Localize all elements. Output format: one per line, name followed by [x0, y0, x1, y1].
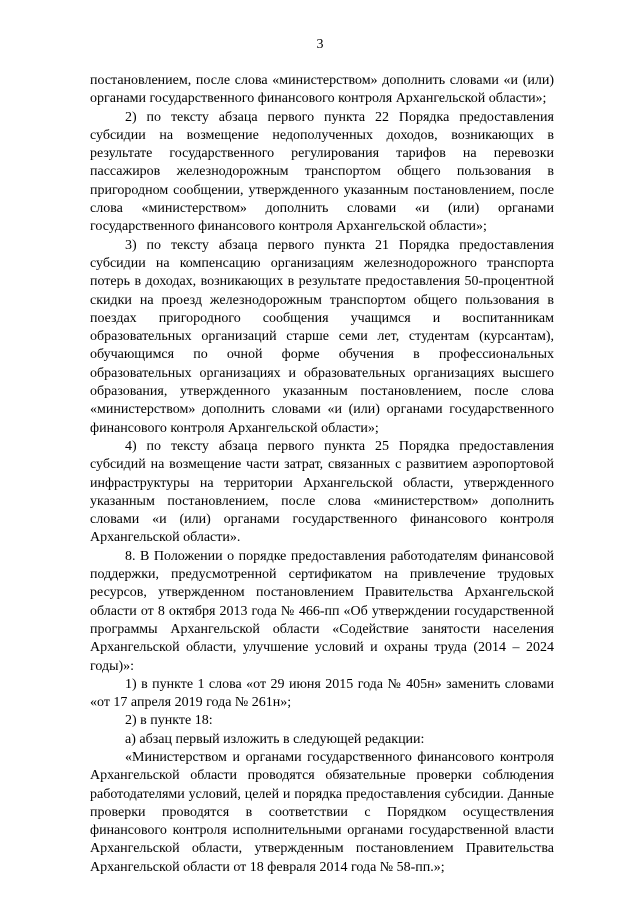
paragraph-item-4-airport: 4) по тексту абзаца первого пункта 25 Порядка предоставления субсидий на возмещение части затрат, связанных с развитием аэропортовой инфраструктуры на территории Архангельской области, утвержденного указанным постановлением, после слова «министерством» дополнить словами «и (или) органами государственного финансового контроля Архангельской области».: [90, 438, 554, 546]
paragraph-section-8: 8. В Положении о порядке предоставления работодателям финансовой поддержки, предусмотренной сертификатом на привлечение трудовых ресурсов, утвержденном постановлением Правительства Архангельской области от 8 октября 2013 года № 466-пп «Об утверждении государственной программы Архангельской области «Содействие занятости населения Архангельской области, улучшение условий и охраны труда (2014 – 2024 годы)»:: [90, 548, 554, 674]
paragraph-subitem-a: а) абзац первый изложить в следующей редакции:: [125, 731, 425, 747]
paragraph-subitem-2: 2) в пункте 18:: [125, 713, 213, 729]
paragraph-item-2-rail-revenue: 2) по тексту абзаца первого пункта 22 Порядка предоставления субсидии на возмещение недополученных доходов, возникающих в результате государственного регулирования тарифов на перевозки пассажиров железнодорожным транспортом общего пользования в пригородном сообщении, утвержденного указанным постановлением, после слова «министерством» дополнить словами «и (или) органами государственного финансового контроля Архангельской области»;: [90, 109, 554, 235]
paragraph-new-wording: «Министерством и органами государственного финансового контроля Архангельской области проводятся обязательные проверки соблюдения работодателями условий, целей и порядка предоставления субсидии. Данные проверки проводятся в соответствии с Порядком осуществления финансового контроля исполнительными органами государственной власти Архангельской области, утвержденным постановлением Правительства Архангельской области от 18 февраля 2014 года № 58-пп.»;: [90, 749, 554, 875]
document-body: [90, 72, 554, 877]
paragraph-subitem-1: 1) в пункте 1 слова «от 29 июня 2015 года № 405н» заменить словами «от 17 апреля 2019 года № 261н»;: [90, 676, 554, 711]
paragraph-continuation: постановлением, после слова «министерством» дополнить словами «и (или) органами государственного финансового контроля Архангельской области»;: [90, 73, 554, 107]
paragraph-item-3-rail-discount: 3) по тексту абзаца первого пункта 21 Порядка предоставления субсидии на компенсацию организациям железнодорожного транспорта потерь в доходах, возникающих в результате предоставления 50-процентной скидки на проезд железнодорожным транспортом общего пользования в поездах пригородного сообщения учащимся и воспитанникам образовательных организаций старше семи лет, студентам (курсантам), обучающимся по очной форме обучения в профессиональных образовательных организациях и образовательных организациях высшего образования, утвержденного указанным постановлением, после слова «министерством» дополнить словами «и (или) органами государственного финансового контроля Архангельской области»;: [90, 237, 554, 436]
page-number: 3: [316, 37, 324, 52]
